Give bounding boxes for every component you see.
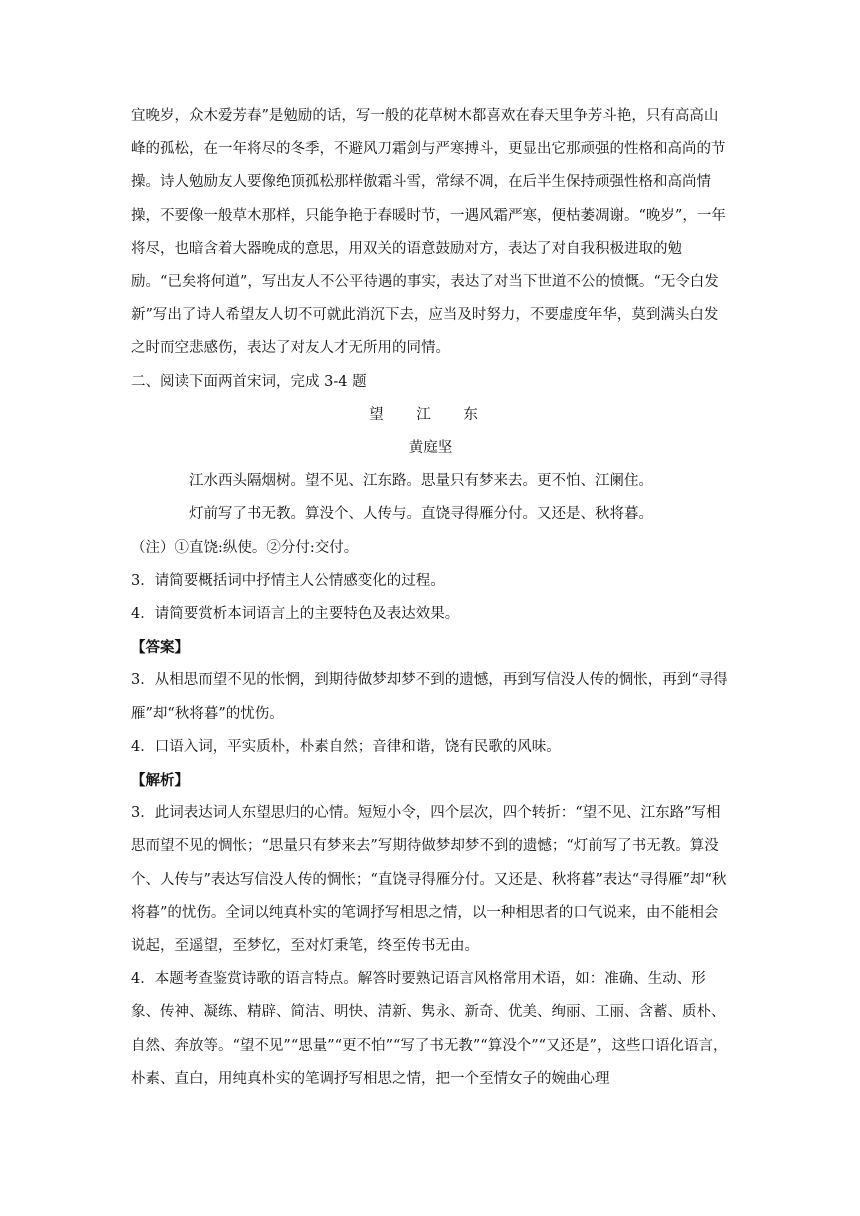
poem-title: 望 江 东 xyxy=(369,406,492,423)
section-heading: 二、阅读下面两首宋词，完成 3-4 题 xyxy=(131,373,367,390)
answer-item: 4．口语入词，平实质朴，朴素自然；音律和谐，饶有民歌的风味。 xyxy=(131,738,561,755)
poem-line: 灯前写了书无教。算没个、人传与。直饶寻得雁分付。又还是、秋将暮。 xyxy=(189,506,653,523)
analysis-item: 4．本题考查鉴赏诗歌的语言特点。解答时要熟记语言风格常用术语，如：准确、生动、形象、传神、凝练、精辟、简洁、明快、清新、隽永、新奇、优美、绚丽、工丽、含蓄、质朴、自然、奔放等。“望不见”“思量”“更不怕”“写了书无教”“算没个”“又还是”，这些口语化语言，朴素、直白，用纯真朴实的笔调抒写相思之情，把一个至情女子的婉曲心理 xyxy=(131,971,728,1087)
poem-line: 江水西头隔烟树。望不见、江东路。思量只有梦来去。更不怕、江阑住。 xyxy=(189,473,653,490)
question: 3．请简要概括词中抒情主人公情感变化的过程。 xyxy=(131,572,445,589)
answer-heading: 【答案】 xyxy=(131,639,189,657)
analysis-heading: 【解析】 xyxy=(131,772,189,790)
analysis-item: 3．此词表达词人东望思归的心情。短短小令，四个层次，四个转折：“望不见、江东路”写相思而望不见的惆怅；“思量只有梦来去”写期待做梦却梦不到的遗憾；“灯前写了书无教。算没个、人传与”表达写信没人传的惆怅；“直饶寻得雁分付。又还是、秋将暮”表达“寻得雁”却“秋将暮”的忧伤。全词以纯真朴实的笔调抒写相思之情，以一种相思者的口气说来，由不能相会说起，至遥望，至梦忆，至对灯秉笔，终至传书无由。 xyxy=(131,805,727,955)
paragraph: 宜晚岁，众木爱芳春”是勉励的话，写一般的花草树木都喜欢在春天里争芳斗艳，只有高高山峰的孤松，在一年将尽的冬季，不避风刀霜剑与严寒搏斗，更显出它那顽强的性格和高尚的节操。诗人勉励友人要像绝顶孤松那样傲霜斗雪，常绿不凋，在后半生保持顽强性格和高尚情操，不要像一般草木那样，只能争艳于春暖时节，一遇风霜严寒，便枯萎凋谢。“晚岁”，一年将尽，也暗含着大器晚成的意思，用双关的语意鼓励对方，表达了对自我积极进取的勉励。“已矣将何道”，写出友人不公平待遇的事实，表达了对当下世道不公的愤慨。“无令白发新”写出了诗人希望友人切不可就此消沉下去，应当及时努力，不要虚度年华，莫到满头白发之时而空悲感伤，表达了对友人才无所用的同情。 xyxy=(131,108,726,357)
document-body xyxy=(131,100,730,1096)
question: 4．请简要赏析本词语言上的主要特色及表达效果。 xyxy=(131,606,460,623)
answer-item: 3．从相思而望不见的怅惘，到期待做梦却梦不到的遗憾，再到写信没人传的惆怅，再到“寻得雁”却“秋将暮”的忧伤。 xyxy=(131,672,728,722)
poem-note: （注）①直饶:纵使。②分付:交付。 xyxy=(131,539,359,556)
poem-author: 黄庭坚 xyxy=(408,440,453,457)
